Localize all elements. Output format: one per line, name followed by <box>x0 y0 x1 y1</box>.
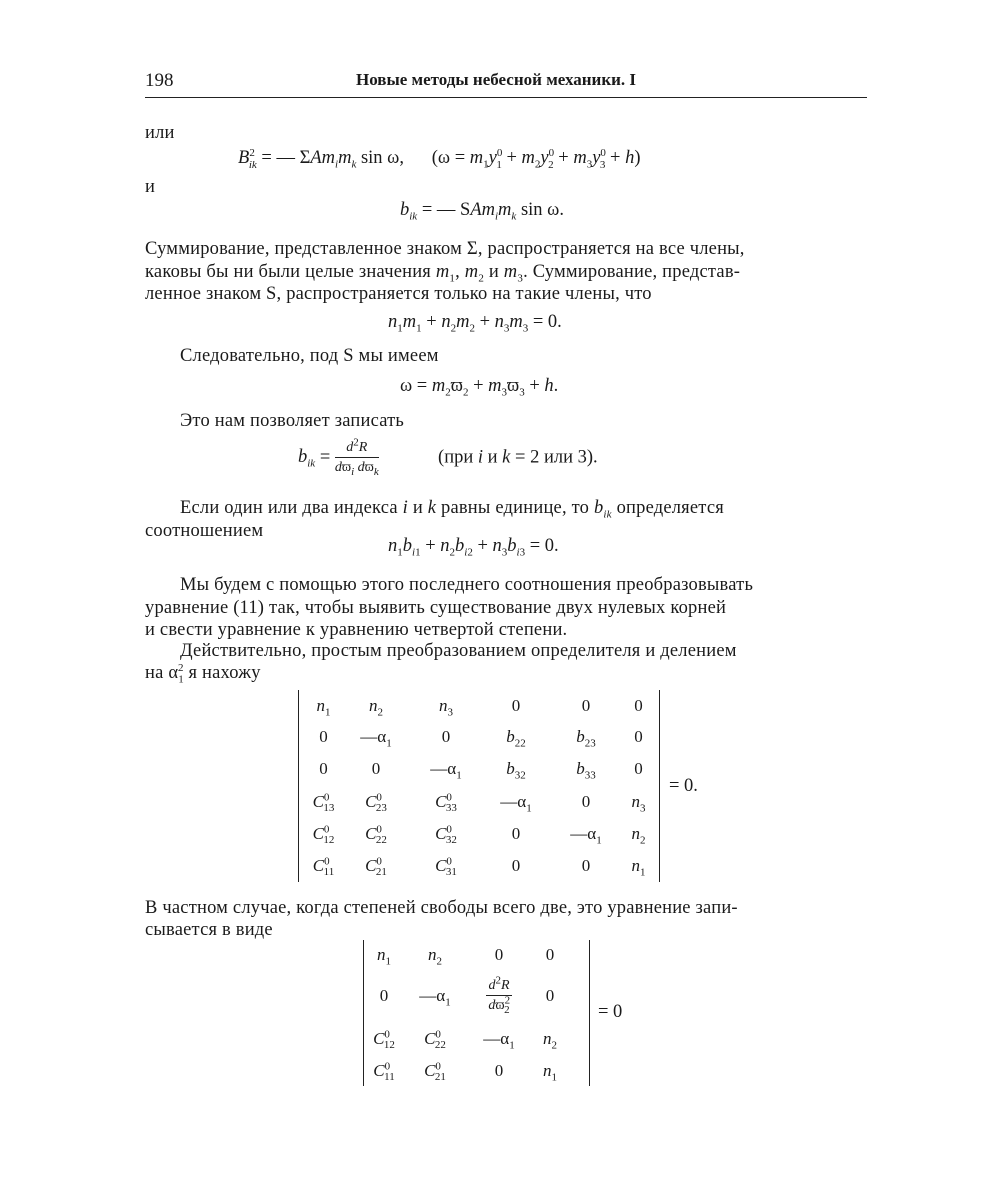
paragraph-5-line-2: уравнение (11) так, чтобы выявить существование двух нулевых корней <box>145 598 727 618</box>
determinant-2-equals: = 0 <box>598 1002 623 1022</box>
paragraph-1-line-2: каковы бы ни были целые значения $m_1$, $m_2$ и $m_3$. Суммирование, представ- <box>145 262 741 285</box>
paragraph-6-line-1: Действительно, простым преобразованием определителя и делением <box>180 641 737 661</box>
p1-l2-text: каковы бы ни были целые значения <box>145 262 432 282</box>
p4-c: равны единице, то <box>441 498 590 518</box>
eq-paren-a: (при <box>438 447 474 468</box>
eq-paren-c: = 2 или 3). <box>515 447 598 468</box>
paragraph-7-line-2: сывается в виде <box>145 920 273 940</box>
header-rule <box>145 97 867 98</box>
equation-omega: $\omega = m_2ϖ_2 + m_3ϖ_3 + h$. <box>400 376 559 399</box>
p4-d: определяется <box>616 498 724 518</box>
word-ili: или <box>145 123 175 143</box>
p1-l2-tail: . Суммирование, представ- <box>523 262 741 282</box>
paragraph-1-line-3: ленное знаком S, распространяется только на такие члены, что <box>145 284 652 304</box>
paragraph-2: Следовательно, под S мы имеем <box>180 346 439 366</box>
paragraph-7-line-1: В частном случае, когда степеней свободы всего две, это уравнение запи- <box>145 898 738 918</box>
determinant-1 <box>306 690 656 882</box>
determinant-2-matrix: $n_1$ $n_2$ 0 0 0 $—\alpha_1$ $\frac{d^2R}{dϖ^2_2}$ 0 $C^0_{12}$ $C^0_{22}$ $—\alpha_1$ $n_2$ $C^0_{11}$ $C^0_{21}$ 0 $n_1$ <box>373 945 557 1084</box>
determinant-2-left-bar <box>363 940 364 1086</box>
paragraph-4-line-1: Если один или два индекса i и k равны единице, то $b_{ik}$ определяется <box>180 498 724 521</box>
p6-a: на <box>145 663 164 683</box>
equation-constraint: $n_1m_1 + n_2m_2 + n_3m_3 = 0$. <box>388 312 562 335</box>
determinant-2-right-bar <box>589 940 590 1086</box>
eq-paren-b: и <box>487 447 498 468</box>
determinant-1-equals: = 0. <box>669 776 698 796</box>
paragraph-5-line-1: Мы будем с помощью этого последнего соотношения преобразовывать <box>180 575 754 595</box>
determinant-2 <box>368 940 572 1086</box>
p6-b: я нахожу <box>188 663 261 683</box>
paragraph-6-line-2: на $\alpha_1^2$ я нахожу <box>145 661 261 686</box>
paragraph-5-line-3: и свести уравнение к уравнению четвертой степени. <box>145 620 568 640</box>
paragraph-1-line-1: Суммирование, представленное знаком Σ, распространяется на все члены, <box>145 239 745 259</box>
p4-b: и <box>412 498 423 518</box>
page-number: 198 <box>145 70 174 91</box>
fraction-d2R-dw2: $\frac{d^2R}{dϖ^2_2}$ <box>488 974 511 1016</box>
fraction-d2R: $\frac{d^2R}{dϖ_i dϖ_k}$ <box>334 436 379 478</box>
running-header: Новые методы небесной механики. I <box>356 70 637 89</box>
equation-b-relation: $n_1b_{i1} + n_2b_{i2} + n_3b_{i3} = 0$. <box>388 536 559 559</box>
determinant-1-left-bar <box>298 690 299 882</box>
p4-a: Если один или два индекса <box>180 498 398 518</box>
word-i: и <box>145 177 156 197</box>
determinant-1-matrix: $n_1$ $n_2$ $n_3$ 0 0 0 0 $—\alpha_1$ 0 $b_{22}$ $b_{23}$ 0 0 0 $—\alpha_1$ $b_{32}$ $b_{33}$ 0 $C^0_{13}$ $C^0_{23}$ $C^0_{33}$ $—\alpha_1$ 0 $n_3$ $C^0_{12}$ $C^0_{22}$ $C^0_{32}$ 0 $—\alpha_1$ $n_2$ $C^0_{11}$ $C^0_{21}$ $C^0_{31}$ 0 0 $n_1$ <box>312 695 646 879</box>
paragraph-4-line-2: соотношением <box>145 521 264 541</box>
equation-b-ik-derivative: $b_{ik}$ = $\frac{d^2R}{dϖ_i dϖ_k}$ (при i и k = 2 или 3). <box>298 436 598 478</box>
p1-l2-and: и <box>488 262 499 282</box>
paragraph-3: Это нам позволяет записать <box>180 411 405 431</box>
equation-b-ik: $b_{ik}$ = — $SAm_im_k$ sin ω. <box>400 200 564 223</box>
equation-B-ik: $B^2_{ik}$ = — $\Sigma Am_im_k$ sin ω, $(\omega = m_1y^0_1 + m_2y^0_2 + m_3y^0_3 + h)$ <box>238 146 641 171</box>
determinant-1-right-bar <box>659 690 660 882</box>
